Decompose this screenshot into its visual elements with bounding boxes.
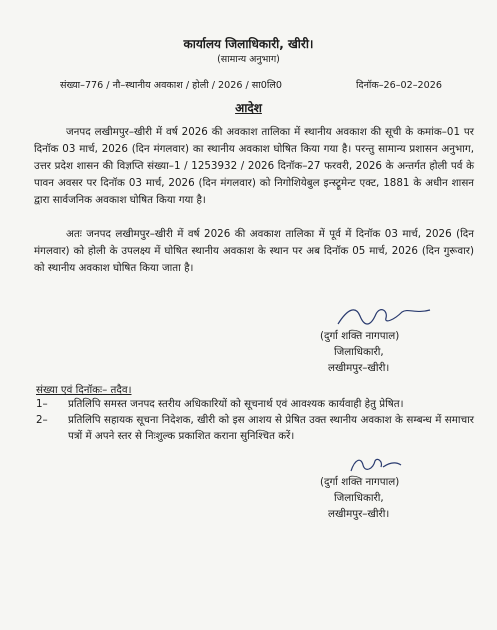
copy-item-1-number: 1– bbox=[36, 398, 48, 410]
signatory-designation: जिलाधिकारी, bbox=[334, 346, 384, 358]
order-paragraph-1: जनपद लखीमपुर–खीरी में वर्ष 2026 की अवकाश तालिका में स्थानीय अवकाश की सूची के कमांक–01 पर दिनॉक 03 मार्च, 2026 (दिन मंगलवार) का स्थानीय अवकाश घोषित किया गया है। परन्तु सामान्य प्रशासन अनुभाग, उत्तर प्रदेश शासन की विज्ञप्ति संख्या–1 / 1253932 / 2026 दिनॉक–27 फरवरी, 2026 के अन्तर्गत होली पर्व के पावन अवसर पर दिनॉक 03 मार्च, 2026 (दिन मंगलवार) को निगोशियेबुल इन्स्ट्रूमेन्ट एक्ट, 1881 के अधीन शासन द्वारा सार्वजनिक अवकाश घोषित किया गया है। bbox=[34, 126, 474, 206]
copy-item-1-text: प्रतिलिपि समस्त जनपद स्तरीय अधिकारियों को सूचनार्थ एवं आवश्यक कार्यवाही हेतु प्रेषित। bbox=[68, 398, 404, 410]
signatory-name: (दुर्गा शक्ति नागपाल) bbox=[320, 330, 400, 342]
copy-item-2-number: 2– bbox=[36, 414, 48, 426]
signatory-place: लखीमपुर–खीरी। bbox=[328, 362, 390, 374]
signatory-place-2: लखीमपुर–खीरी। bbox=[328, 508, 390, 520]
signature-block-2 bbox=[320, 474, 399, 522]
office-title: कार्यालय जिलाधिकारी, खीरी। bbox=[183, 37, 314, 51]
order-title: आदेश bbox=[235, 101, 262, 115]
copy-heading: संख्या एवं दिनॉकः– तदैव। bbox=[36, 384, 132, 396]
signatory-designation-2: जिलाधिकारी, bbox=[334, 492, 384, 504]
order-paragraph-2: अतः जनपद लखीमपुर–खीरी में वर्ष 2026 की अवकाश तालिका में पूर्व में दिनॉक 03 मार्च, 2026 (दिन मंगलवार) को होली के उपलक्ष्य में घोषित स्थानीय अवकाश के स्थान पर अब दिनॉक 05 मार्च, 2026 (दिन गुरूवार) को स्थानीय अवकाश घोषित किया जाता है। bbox=[34, 228, 474, 274]
copy-item-2-text: प्रतिलिपि सहायक सूचना निदेशक, खीरी को इस आशय से प्रेषित उक्त स्थानीय अवकाश के सम्बन्ध में समाचार पत्रों में अपने स्तर से निःशुल्क प्रकाशित कराना सुनिश्चित करें। bbox=[68, 414, 474, 442]
signature-block-1 bbox=[320, 328, 399, 376]
reference-date: दिनॉक–26–02–2026 bbox=[356, 80, 442, 91]
section-subtitle: (सामान्य अनुभाग) bbox=[217, 54, 280, 65]
reference-number: संख्या–776 / नौ–स्थानीय अवकाश / होली / 2026 / सा0लि0 bbox=[60, 80, 282, 91]
signatory-name-2: (दुर्गा शक्ति नागपाल) bbox=[320, 476, 400, 488]
